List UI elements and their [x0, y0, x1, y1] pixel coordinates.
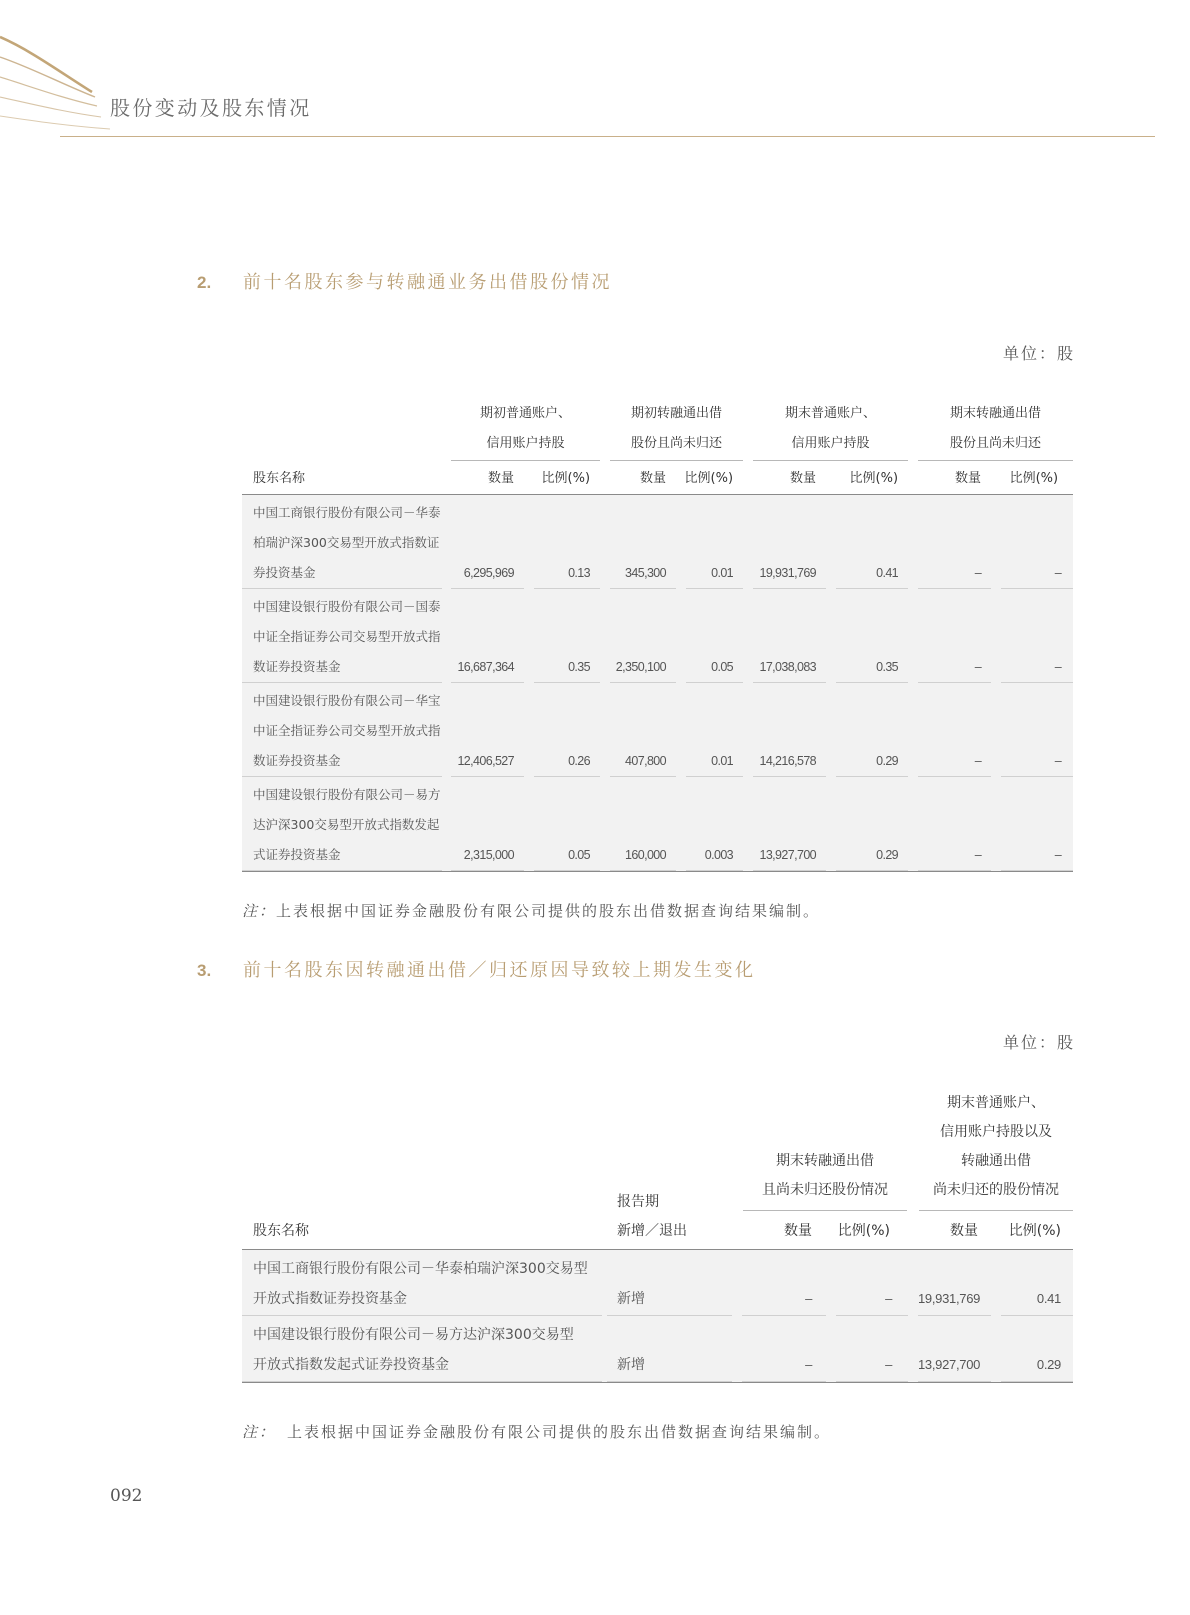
column-group-header: 期末转融通出借 股份且尚未归还: [913, 399, 1073, 461]
column-group-header: 期初普通账户、 信用账户持股: [446, 399, 605, 461]
group-header-row: [242, 399, 1073, 461]
column-header: 比例(%): [529, 461, 605, 495]
table-cell: –: [913, 683, 996, 777]
column-group-header: 期末转融通出借 且尚未归还股份情况: [737, 1089, 913, 1211]
table-cell: 0.05: [681, 589, 748, 683]
arc-stroke: [0, 37, 92, 92]
column-header: 比例(%): [996, 461, 1073, 495]
table-row: [242, 589, 1073, 683]
section-title: 前十名股东参与转融通业务出借股份情况: [243, 272, 612, 293]
table-cell: 0.13: [529, 495, 605, 590]
table-row: [242, 1316, 1073, 1383]
column-header: 比例(%): [831, 461, 913, 495]
table-cell: 2,315,000: [446, 777, 529, 872]
table-cell: 13,927,700: [913, 1316, 996, 1383]
blank-header-cell: [242, 399, 446, 461]
column-header-row: [242, 461, 1073, 495]
shareholder-name-cell: 中国建设银行股份有限公司－易方达沪深300交易型 开放式指数发起式证券投资基金: [242, 1316, 607, 1383]
table-cell: 0.26: [529, 683, 605, 777]
table-cell: 6,295,969: [446, 495, 529, 590]
shareholder-name-cell: 中国建设银行股份有限公司－华宝 中证全指证券公司交易型开放式指 数证券投资基金: [242, 683, 446, 777]
period-status-cell: 新增: [607, 1250, 737, 1317]
table-cell: 19,931,769: [913, 1250, 996, 1317]
table-cell: –: [737, 1316, 831, 1383]
table-cell: –: [996, 683, 1073, 777]
note-label: 注：: [242, 1423, 277, 1441]
table-cell: 17,038,083: [748, 589, 831, 683]
column-header: 报告期 新增／退出: [607, 1089, 737, 1250]
table-cell: –: [737, 1250, 831, 1317]
table-cell: 345,300: [605, 495, 681, 590]
column-header: 数量: [446, 461, 529, 495]
table-cell: 2,350,100: [605, 589, 681, 683]
column-group-header: 期初转融通出借 股份且尚未归还: [605, 399, 748, 461]
shareholder-name-cell: 中国工商银行股份有限公司－华泰 柏瑞沪深300交易型开放式指数证 券投资基金: [242, 495, 446, 590]
header-rule: [60, 136, 1155, 137]
table-cell: –: [913, 495, 996, 590]
section-title: 前十名股东因转融通出借／归还原因导致较上期发生变化: [243, 960, 756, 981]
table-row: [242, 1250, 1073, 1317]
table-cell: 0.29: [996, 1316, 1073, 1383]
lending-change-table: [242, 1089, 1073, 1383]
table-cell: 0.35: [831, 589, 913, 683]
column-header: 数量: [913, 461, 996, 495]
table-cell: 0.003: [681, 777, 748, 872]
table-cell: –: [913, 589, 996, 683]
table-cell: 19,931,769: [748, 495, 831, 590]
table-row: [242, 777, 1073, 872]
table-cell: 0.41: [831, 495, 913, 590]
column-header: 比例(%): [996, 1211, 1073, 1250]
period-status-cell: 新增: [607, 1316, 737, 1383]
table-cell: 0.35: [529, 589, 605, 683]
column-header: 比例(%): [681, 461, 748, 495]
table-cell: –: [913, 777, 996, 872]
table-cell: –: [831, 1316, 913, 1383]
table-cell: 0.29: [831, 683, 913, 777]
table-cell: 407,800: [605, 683, 681, 777]
table-cell: 16,687,364: [446, 589, 529, 683]
table-cell: 160,000: [605, 777, 681, 872]
table-cell: –: [996, 777, 1073, 872]
column-header: 股东名称: [242, 461, 446, 495]
column-header: 比例(%): [831, 1211, 913, 1250]
table-cell: 0.05: [529, 777, 605, 872]
section-number: 3.: [197, 961, 212, 980]
column-header: 股东名称: [242, 1089, 607, 1250]
note-label: 注：: [242, 902, 277, 920]
table-cell: 0.41: [996, 1250, 1073, 1317]
unit-label: 单位：股: [1002, 1033, 1075, 1052]
table-note: [242, 898, 820, 924]
column-header: 数量: [737, 1211, 831, 1250]
table-cell: 0.01: [681, 683, 748, 777]
note-text: 上表根据中国证券金融股份有限公司提供的股东出借数据查询结果编制。: [276, 902, 821, 920]
column-header: 数量: [913, 1211, 996, 1250]
table-cell: 13,927,700: [748, 777, 831, 872]
shareholder-name-cell: 中国建设银行股份有限公司－易方 达沪深300交易型开放式指数发起 式证券投资基金: [242, 777, 446, 872]
column-header: 数量: [605, 461, 681, 495]
lending-shares-table: [242, 399, 1073, 872]
table-cell: 14,216,578: [748, 683, 831, 777]
chapter-title: 股份变动及股东情况: [110, 96, 312, 120]
arc-stroke: [0, 97, 101, 117]
table-row: [242, 495, 1073, 590]
group-header-row: [242, 1089, 1073, 1211]
table-row: [242, 683, 1073, 777]
column-group-header: 期末普通账户、 信用账户持股: [748, 399, 913, 461]
table-cell: 12,406,527: [446, 683, 529, 777]
column-header: 数量: [748, 461, 831, 495]
column-group-header: 期末普通账户、 信用账户持股以及 转融通出借 尚未归还的股份情况: [913, 1089, 1073, 1211]
table-cell: 0.01: [681, 495, 748, 590]
arc-stroke: [0, 116, 110, 129]
page-number: 092: [110, 1486, 143, 1506]
note-text: 上表根据中国证券金融股份有限公司提供的股东出借数据查询结果编制。: [287, 1423, 832, 1441]
unit-label: 单位：股: [1002, 344, 1075, 363]
section-number: 2.: [197, 273, 212, 292]
table-cell: –: [996, 589, 1073, 683]
table-cell: –: [996, 495, 1073, 590]
table-cell: 0.29: [831, 777, 913, 872]
shareholder-name-cell: 中国建设银行股份有限公司－国泰 中证全指证券公司交易型开放式指 数证券投资基金: [242, 589, 446, 683]
shareholder-name-cell: 中国工商银行股份有限公司－华泰柏瑞沪深300交易型 开放式指数证券投资基金: [242, 1250, 607, 1317]
table-cell: –: [831, 1250, 913, 1317]
table-note: [242, 1419, 831, 1445]
